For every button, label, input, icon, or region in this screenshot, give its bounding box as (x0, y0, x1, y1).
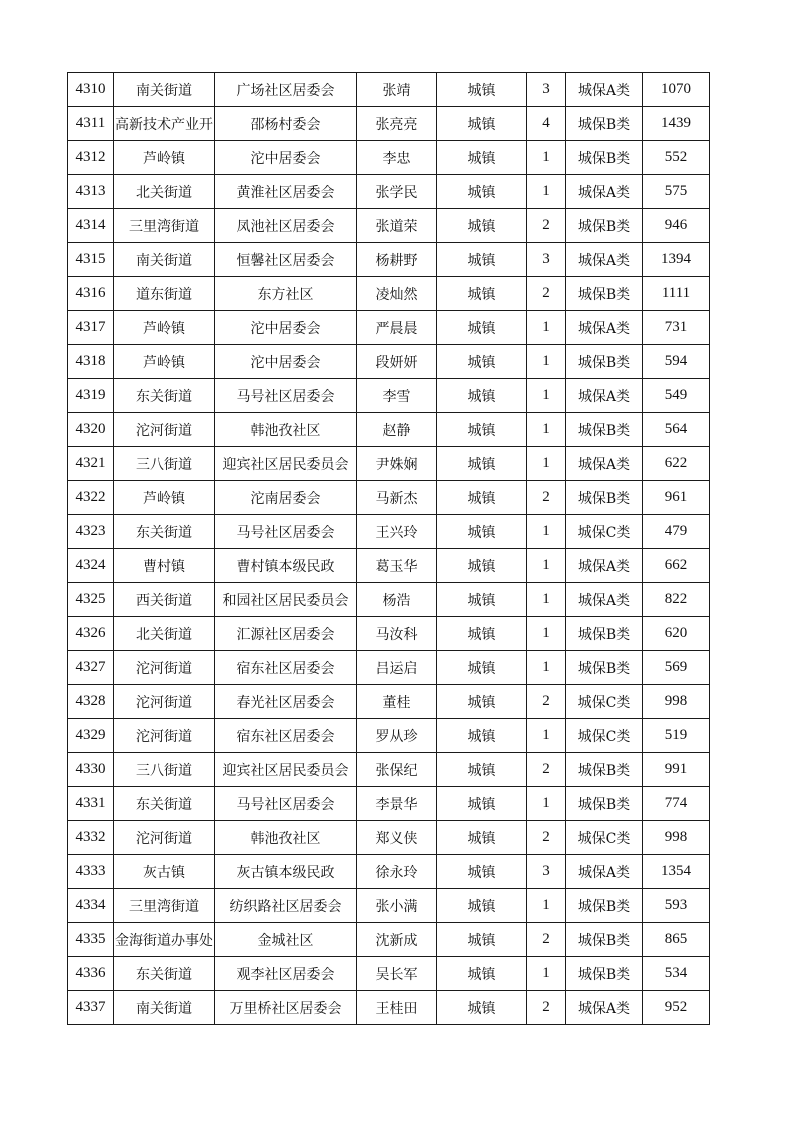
cell-street: 沱河街道 (114, 685, 215, 719)
table-row (68, 447, 710, 481)
cell-area: 城镇 (437, 175, 527, 209)
cell-household-size: 2 (527, 923, 566, 957)
cell-street: 芦岭镇 (114, 311, 215, 345)
cell-street: 曹村镇 (114, 549, 215, 583)
cell-community: 沱中居委会 (215, 141, 357, 175)
cell-name: 王桂田 (357, 991, 437, 1025)
cell-name: 李雪 (357, 379, 437, 413)
table-row (68, 345, 710, 379)
cell-category: 城保B类 (566, 617, 643, 651)
cell-serial: 4311 (68, 107, 114, 141)
cell-amount: 479 (643, 515, 710, 549)
table-row (68, 957, 710, 991)
cell-category: 城保B类 (566, 107, 643, 141)
cell-serial: 4325 (68, 583, 114, 617)
table-row (68, 481, 710, 515)
cell-name: 李忠 (357, 141, 437, 175)
cell-household-size: 2 (527, 821, 566, 855)
cell-area: 城镇 (437, 991, 527, 1025)
cell-community: 纺织路社区居委会 (215, 889, 357, 923)
cell-category: 城保C类 (566, 821, 643, 855)
cell-household-size: 3 (527, 73, 566, 107)
table-row (68, 889, 710, 923)
cell-amount: 622 (643, 447, 710, 481)
cell-serial: 4310 (68, 73, 114, 107)
cell-serial: 4316 (68, 277, 114, 311)
cell-street: 三里湾街道 (114, 209, 215, 243)
cell-serial: 4337 (68, 991, 114, 1025)
cell-category: 城保C类 (566, 515, 643, 549)
cell-area: 城镇 (437, 617, 527, 651)
cell-serial: 4334 (68, 889, 114, 923)
cell-name: 张学民 (357, 175, 437, 209)
cell-category: 城保B类 (566, 889, 643, 923)
cell-community: 万里桥社区居委会 (215, 991, 357, 1025)
cell-household-size: 1 (527, 515, 566, 549)
cell-amount: 552 (643, 141, 710, 175)
cell-serial: 4327 (68, 651, 114, 685)
cell-name: 马新杰 (357, 481, 437, 515)
cell-category: 城保A类 (566, 583, 643, 617)
cell-category: 城保B类 (566, 753, 643, 787)
table-row (68, 923, 710, 957)
cell-amount: 774 (643, 787, 710, 821)
cell-serial: 4332 (68, 821, 114, 855)
table-row (68, 855, 710, 889)
cell-area: 城镇 (437, 855, 527, 889)
table-row (68, 515, 710, 549)
cell-community: 马号社区居委会 (215, 787, 357, 821)
cell-street: 三八街道 (114, 447, 215, 481)
cell-street: 三里湾街道 (114, 889, 215, 923)
cell-area: 城镇 (437, 311, 527, 345)
cell-amount: 998 (643, 685, 710, 719)
cell-amount: 593 (643, 889, 710, 923)
cell-household-size: 1 (527, 345, 566, 379)
cell-area: 城镇 (437, 957, 527, 991)
cell-serial: 4322 (68, 481, 114, 515)
cell-name: 王兴玲 (357, 515, 437, 549)
cell-household-size: 2 (527, 277, 566, 311)
cell-name: 董桂 (357, 685, 437, 719)
cell-name: 凌灿然 (357, 277, 437, 311)
cell-amount: 952 (643, 991, 710, 1025)
cell-category: 城保C类 (566, 685, 643, 719)
cell-serial: 4324 (68, 549, 114, 583)
cell-street: 沱河街道 (114, 651, 215, 685)
cell-area: 城镇 (437, 719, 527, 753)
cell-category: 城保B类 (566, 413, 643, 447)
cell-category: 城保B类 (566, 277, 643, 311)
cell-household-size: 1 (527, 957, 566, 991)
table-row (68, 379, 710, 413)
cell-amount: 620 (643, 617, 710, 651)
cell-community: 沱中居委会 (215, 345, 357, 379)
cell-name: 尹姝娴 (357, 447, 437, 481)
cell-category: 城保B类 (566, 345, 643, 379)
cell-category: 城保A类 (566, 175, 643, 209)
cell-amount: 991 (643, 753, 710, 787)
cell-category: 城保A类 (566, 991, 643, 1025)
cell-community: 和园社区居民委员会 (215, 583, 357, 617)
cell-community: 沱中居委会 (215, 311, 357, 345)
cell-household-size: 2 (527, 481, 566, 515)
cell-community: 宿东社区居委会 (215, 719, 357, 753)
cell-amount: 731 (643, 311, 710, 345)
cell-community: 春光社区居委会 (215, 685, 357, 719)
cell-serial: 4317 (68, 311, 114, 345)
cell-street: 南关街道 (114, 991, 215, 1025)
cell-area: 城镇 (437, 583, 527, 617)
cell-amount: 549 (643, 379, 710, 413)
cell-category: 城保A类 (566, 73, 643, 107)
cell-area: 城镇 (437, 923, 527, 957)
cell-community: 宿东社区居委会 (215, 651, 357, 685)
table-row (68, 141, 710, 175)
cell-street: 北关街道 (114, 175, 215, 209)
cell-street: 道东街道 (114, 277, 215, 311)
cell-community: 迎宾社区居民委员会 (215, 753, 357, 787)
cell-community: 汇源社区居委会 (215, 617, 357, 651)
cell-area: 城镇 (437, 209, 527, 243)
cell-name: 杨耕野 (357, 243, 437, 277)
cell-community: 黄淮社区居委会 (215, 175, 357, 209)
cell-area: 城镇 (437, 481, 527, 515)
table-row (68, 651, 710, 685)
cell-name: 张靖 (357, 73, 437, 107)
table-row (68, 787, 710, 821)
cell-amount: 865 (643, 923, 710, 957)
cell-area: 城镇 (437, 753, 527, 787)
cell-serial: 4318 (68, 345, 114, 379)
cell-category: 城保B类 (566, 209, 643, 243)
cell-area: 城镇 (437, 73, 527, 107)
cell-household-size: 1 (527, 413, 566, 447)
cell-category: 城保B类 (566, 141, 643, 175)
cell-household-size: 1 (527, 719, 566, 753)
cell-community: 韩池孜社区 (215, 821, 357, 855)
cell-amount: 569 (643, 651, 710, 685)
cell-household-size: 1 (527, 175, 566, 209)
cell-community: 曹村镇本级民政 (215, 549, 357, 583)
cell-amount: 822 (643, 583, 710, 617)
table-row (68, 175, 710, 209)
cell-street: 东关街道 (114, 957, 215, 991)
cell-category: 城保A类 (566, 379, 643, 413)
cell-area: 城镇 (437, 447, 527, 481)
cell-amount: 1394 (643, 243, 710, 277)
cell-category: 城保B类 (566, 651, 643, 685)
cell-area: 城镇 (437, 345, 527, 379)
cell-area: 城镇 (437, 277, 527, 311)
cell-household-size: 2 (527, 753, 566, 787)
cell-community: 邵杨村委会 (215, 107, 357, 141)
cell-street: 南关街道 (114, 243, 215, 277)
cell-street: 北关街道 (114, 617, 215, 651)
cell-amount: 519 (643, 719, 710, 753)
table-row (68, 685, 710, 719)
cell-area: 城镇 (437, 107, 527, 141)
cell-name: 吴长军 (357, 957, 437, 991)
table-row (68, 209, 710, 243)
relief-roster-table (67, 72, 710, 1025)
cell-serial: 4319 (68, 379, 114, 413)
cell-street: 高新技术产业开 (114, 107, 215, 141)
table-row (68, 617, 710, 651)
cell-street: 芦岭镇 (114, 481, 215, 515)
cell-street: 东关街道 (114, 379, 215, 413)
cell-community: 沱南居委会 (215, 481, 357, 515)
cell-household-size: 4 (527, 107, 566, 141)
cell-household-size: 3 (527, 855, 566, 889)
cell-category: 城保B类 (566, 787, 643, 821)
cell-category: 城保A类 (566, 447, 643, 481)
cell-amount: 662 (643, 549, 710, 583)
cell-name: 罗从珍 (357, 719, 437, 753)
cell-serial: 4335 (68, 923, 114, 957)
cell-amount: 1439 (643, 107, 710, 141)
table-row (68, 583, 710, 617)
cell-area: 城镇 (437, 651, 527, 685)
cell-amount: 961 (643, 481, 710, 515)
cell-household-size: 1 (527, 583, 566, 617)
table-row (68, 73, 710, 107)
cell-household-size: 2 (527, 991, 566, 1025)
cell-area: 城镇 (437, 787, 527, 821)
cell-serial: 4323 (68, 515, 114, 549)
table-row (68, 719, 710, 753)
cell-area: 城镇 (437, 889, 527, 923)
cell-serial: 4329 (68, 719, 114, 753)
cell-street: 东关街道 (114, 787, 215, 821)
cell-amount: 1354 (643, 855, 710, 889)
cell-street: 西关街道 (114, 583, 215, 617)
cell-amount: 998 (643, 821, 710, 855)
table-row (68, 549, 710, 583)
cell-serial: 4315 (68, 243, 114, 277)
cell-household-size: 3 (527, 243, 566, 277)
cell-serial: 4336 (68, 957, 114, 991)
cell-category: 城保A类 (566, 549, 643, 583)
cell-serial: 4333 (68, 855, 114, 889)
cell-category: 城保B类 (566, 957, 643, 991)
cell-name: 吕运启 (357, 651, 437, 685)
cell-name: 沈新成 (357, 923, 437, 957)
table-row (68, 413, 710, 447)
cell-household-size: 1 (527, 787, 566, 821)
cell-serial: 4313 (68, 175, 114, 209)
cell-area: 城镇 (437, 379, 527, 413)
table-row (68, 243, 710, 277)
cell-community: 观李社区居委会 (215, 957, 357, 991)
cell-serial: 4328 (68, 685, 114, 719)
cell-area: 城镇 (437, 243, 527, 277)
cell-household-size: 1 (527, 447, 566, 481)
table-row (68, 991, 710, 1025)
cell-name: 马汝科 (357, 617, 437, 651)
cell-name: 张小满 (357, 889, 437, 923)
cell-name: 张亮亮 (357, 107, 437, 141)
cell-serial: 4331 (68, 787, 114, 821)
cell-name: 徐永玲 (357, 855, 437, 889)
cell-amount: 564 (643, 413, 710, 447)
cell-household-size: 1 (527, 141, 566, 175)
cell-street: 沱河街道 (114, 719, 215, 753)
cell-street: 东关街道 (114, 515, 215, 549)
cell-amount: 946 (643, 209, 710, 243)
cell-household-size: 1 (527, 889, 566, 923)
cell-community: 金城社区 (215, 923, 357, 957)
cell-amount: 575 (643, 175, 710, 209)
cell-area: 城镇 (437, 549, 527, 583)
cell-household-size: 2 (527, 209, 566, 243)
cell-name: 张保纪 (357, 753, 437, 787)
cell-household-size: 1 (527, 651, 566, 685)
cell-street: 金海街道办事处 (114, 923, 215, 957)
cell-community: 凤池社区居委会 (215, 209, 357, 243)
cell-amount: 594 (643, 345, 710, 379)
cell-community: 广场社区居委会 (215, 73, 357, 107)
cell-serial: 4312 (68, 141, 114, 175)
cell-category: 城保A类 (566, 311, 643, 345)
cell-name: 郑义侠 (357, 821, 437, 855)
cell-community: 灰古镇本级民政 (215, 855, 357, 889)
cell-street: 南关街道 (114, 73, 215, 107)
cell-category: 城保C类 (566, 719, 643, 753)
cell-serial: 4320 (68, 413, 114, 447)
cell-community: 马号社区居委会 (215, 515, 357, 549)
cell-name: 杨浩 (357, 583, 437, 617)
cell-serial: 4314 (68, 209, 114, 243)
table-row (68, 821, 710, 855)
cell-community: 迎宾社区居民委员会 (215, 447, 357, 481)
cell-area: 城镇 (437, 685, 527, 719)
cell-street: 芦岭镇 (114, 141, 215, 175)
cell-name: 张道荣 (357, 209, 437, 243)
table-row (68, 107, 710, 141)
cell-amount: 1111 (643, 277, 710, 311)
table-row (68, 277, 710, 311)
cell-area: 城镇 (437, 413, 527, 447)
cell-street: 芦岭镇 (114, 345, 215, 379)
cell-name: 赵静 (357, 413, 437, 447)
cell-name: 葛玉华 (357, 549, 437, 583)
cell-household-size: 2 (527, 685, 566, 719)
cell-amount: 1070 (643, 73, 710, 107)
table-row (68, 753, 710, 787)
cell-community: 东方社区 (215, 277, 357, 311)
cell-household-size: 1 (527, 617, 566, 651)
cell-area: 城镇 (437, 515, 527, 549)
cell-household-size: 1 (527, 549, 566, 583)
cell-category: 城保B类 (566, 481, 643, 515)
cell-amount: 534 (643, 957, 710, 991)
cell-area: 城镇 (437, 821, 527, 855)
cell-community: 马号社区居委会 (215, 379, 357, 413)
cell-serial: 4326 (68, 617, 114, 651)
cell-serial: 4330 (68, 753, 114, 787)
table-row (68, 311, 710, 345)
cell-name: 严晨晨 (357, 311, 437, 345)
cell-community: 恒馨社区居委会 (215, 243, 357, 277)
table-body (68, 73, 710, 1025)
cell-area: 城镇 (437, 141, 527, 175)
cell-category: 城保A类 (566, 855, 643, 889)
cell-category: 城保B类 (566, 923, 643, 957)
cell-street: 沱河街道 (114, 821, 215, 855)
cell-serial: 4321 (68, 447, 114, 481)
cell-name: 李景华 (357, 787, 437, 821)
cell-street: 沱河街道 (114, 413, 215, 447)
cell-name: 段妍妍 (357, 345, 437, 379)
cell-household-size: 1 (527, 379, 566, 413)
cell-street: 三八街道 (114, 753, 215, 787)
cell-household-size: 1 (527, 311, 566, 345)
cell-community: 韩池孜社区 (215, 413, 357, 447)
cell-category: 城保A类 (566, 243, 643, 277)
cell-street: 灰古镇 (114, 855, 215, 889)
